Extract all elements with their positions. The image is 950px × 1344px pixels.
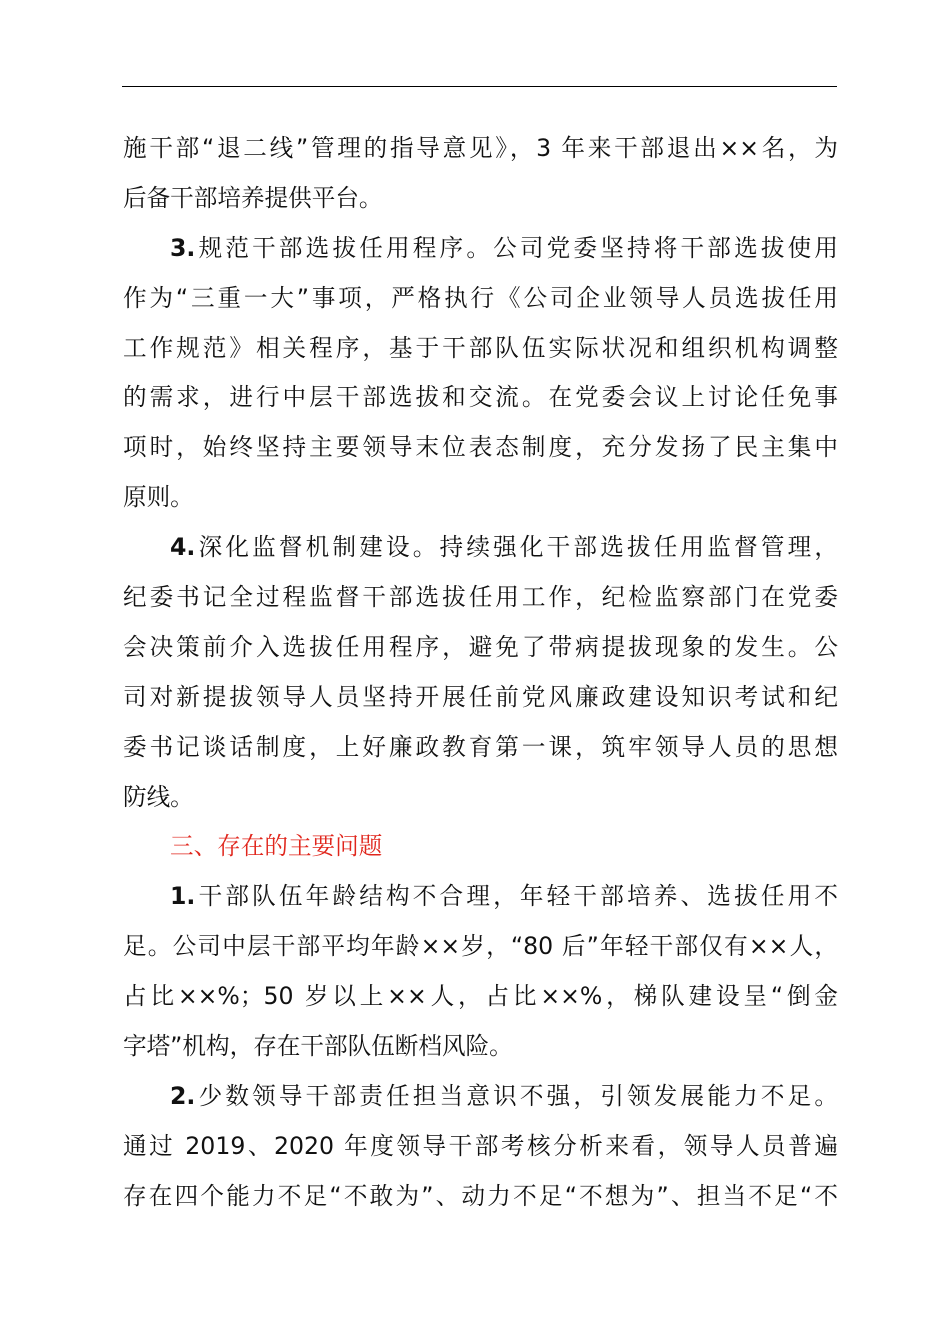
text-line: 会决策前介入选拔任用程序，避免了带病提拔现象的发生。公 bbox=[123, 632, 838, 661]
text-line: 作为“三重一大”事项，严格执行《公司企业领导人员选拔任用 bbox=[123, 283, 838, 312]
document-body bbox=[123, 124, 838, 1222]
text-line: 字塔”机构，存在干部队伍断档风险。 bbox=[123, 1032, 513, 1061]
text-line: 足。公司中层干部平均年龄××岁，“80 后”年轻干部仅有××人， bbox=[123, 932, 838, 961]
text-line: 纪委书记全过程监督干部选拔任用工作，纪检监察部门在党委 bbox=[123, 583, 838, 612]
header-rule bbox=[122, 86, 837, 87]
text-line: 司对新提拔领导人员坚持开展任前党风廉政建设知识考试和纪 bbox=[123, 682, 838, 711]
item-text: 深化监督机制建设。持续强化干部选拔任用监督管理， bbox=[195, 533, 838, 562]
numbered-item-2-first-line bbox=[123, 1072, 838, 1122]
item-number: 2. bbox=[170, 1081, 196, 1110]
text-line: 通过 2019、2020 年度领导干部考核分析来看，领导人员普遍 bbox=[123, 1131, 838, 1160]
text-line: 防线。 bbox=[123, 782, 194, 811]
item-number: 4. bbox=[170, 533, 196, 562]
text-line: 存在四个能力不足“不敢为”、动力不足“不想为”、担当不足“不 bbox=[123, 1181, 838, 1210]
text-line: 施干部“退二线”管理的指导意见》，3 年来干部退出××名，为 bbox=[123, 134, 838, 162]
item-number: 3. bbox=[170, 233, 196, 262]
text-line: 的需求，进行中层干部选拔和交流。在党委会议上讨论任免事 bbox=[123, 383, 838, 412]
text-line: 后备干部培养提供平台。 bbox=[123, 183, 383, 212]
item-text: 干部队伍年龄结构不合理，年轻干部培养、选拔任用不 bbox=[195, 882, 838, 911]
section-heading: 三、存在的主要问题 bbox=[170, 832, 383, 861]
item-text: 规范干部选拔任用程序。公司党委坚持将干部选拔使用 bbox=[195, 233, 838, 262]
text-line: 委书记谈话制度，上好廉政教育第一课，筑牢领导人员的思想 bbox=[123, 732, 838, 761]
text-line: 原则。 bbox=[123, 483, 194, 512]
item-text: 少数领导干部责任担当意识不强，引领发展能力不足。 bbox=[195, 1081, 838, 1110]
item-number: 1. bbox=[170, 882, 196, 911]
numbered-item-1-first-line bbox=[123, 872, 838, 922]
numbered-item-3-first-line bbox=[123, 224, 838, 274]
text-line: 项时，始终坚持主要领导末位表态制度，充分发扬了民主集中 bbox=[123, 433, 838, 462]
text-line: 工作规范》相关程序，基于干部队伍实际状况和组织机构调整 bbox=[123, 333, 838, 362]
numbered-item-4-first-line bbox=[123, 523, 838, 573]
text-line: 占比××%；50 岁以上××人，占比××%，梯队建设呈“倒金 bbox=[123, 982, 838, 1011]
